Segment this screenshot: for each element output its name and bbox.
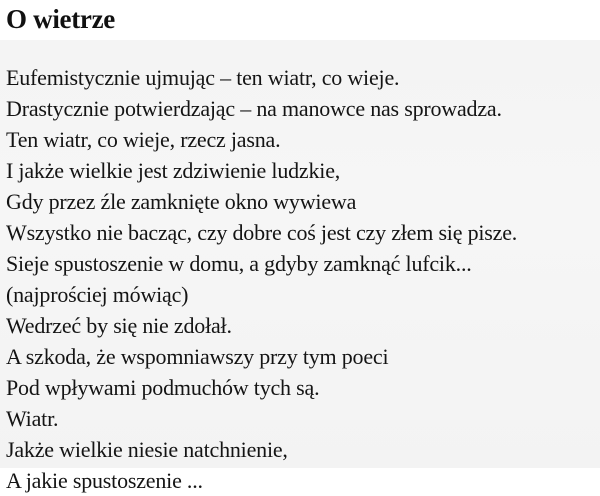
- poem-line: Gdy przez źle zamknięte okno wywiewa: [6, 189, 357, 214]
- poem-line: Eufemistycznie ujmując – ten wiatr, co wieje.: [6, 65, 400, 90]
- poem-line: A szkoda, że wspomniawszy przy tym poeci: [6, 344, 389, 369]
- poem-line: (najprościej mówiąc): [6, 282, 189, 307]
- poem-line: I jakże wielkie jest zdziwienie ludzkie,: [6, 158, 341, 183]
- poem-title: O wietrze: [6, 4, 115, 34]
- poem-line: Jakże wielkie niesie natchnienie,: [6, 437, 288, 462]
- poem-line: Pod wpływami podmuchów tych są.: [6, 375, 320, 400]
- poem-line: A jakie spustoszenie ...: [6, 468, 203, 493]
- poem-line: Wszystko nie bacząc, czy dobre coś jest czy złem się pisze.: [6, 220, 518, 245]
- poem-line: Drastycznie potwierdzając – na manowce nas sprowadza.: [6, 96, 502, 121]
- poem-line: Ten wiatr, co wieje, rzecz jasna.: [6, 127, 281, 152]
- poem-line: Sieje spustoszenie w domu, a gdyby zamknąć lufcik...: [6, 251, 472, 276]
- poem-line: Wiatr.: [6, 406, 59, 431]
- poem-body: [6, 62, 517, 496]
- poem-line: Wedrzeć by się nie zdołał.: [6, 313, 232, 338]
